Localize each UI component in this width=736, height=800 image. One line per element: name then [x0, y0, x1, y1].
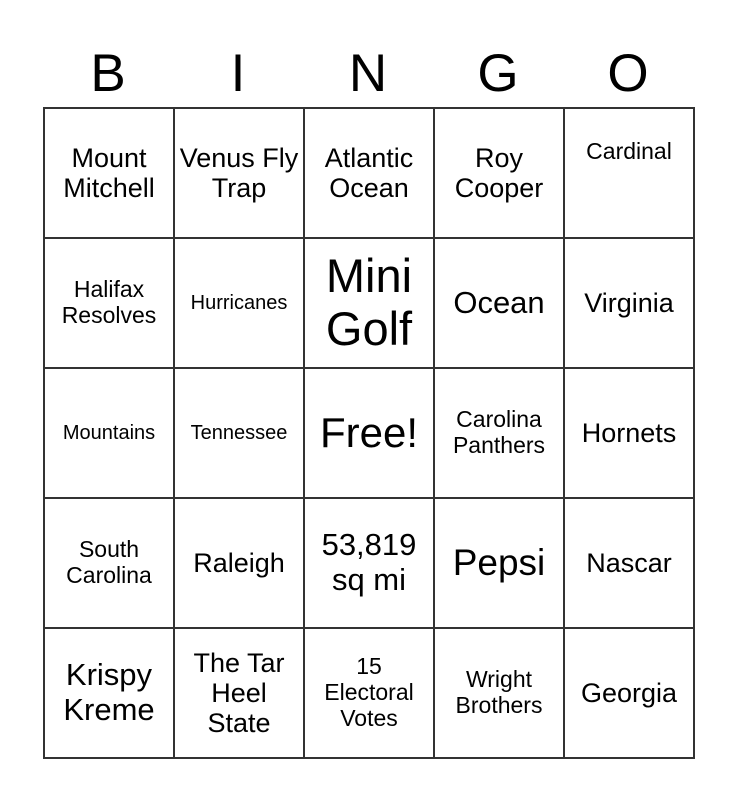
- bingo-cell[interactable]: Raleigh: [174, 498, 304, 628]
- bingo-cell[interactable]: Georgia: [564, 628, 694, 758]
- bingo-cell[interactable]: Mount Mitchell: [44, 108, 174, 238]
- bingo-cell[interactable]: Hurricanes: [174, 238, 304, 368]
- bingo-grid: [43, 107, 695, 759]
- header-letter-o: O: [607, 44, 649, 103]
- bingo-cell[interactable]: Mini Golf: [304, 238, 434, 368]
- bingo-cell[interactable]: Nascar: [564, 498, 694, 628]
- bingo-cell[interactable]: Virginia: [564, 238, 694, 368]
- bingo-cell[interactable]: Venus Fly Trap: [174, 108, 304, 238]
- bingo-cell[interactable]: Mountains: [44, 368, 174, 498]
- grid-row-5: [44, 628, 694, 758]
- bingo-cell[interactable]: Tennessee: [174, 368, 304, 498]
- header-letter-b: B: [90, 44, 126, 103]
- bingo-cell[interactable]: Cardinal: [564, 108, 694, 238]
- header-letter-i: I: [230, 44, 246, 103]
- bingo-cell[interactable]: Pepsi: [434, 498, 564, 628]
- bingo-cell[interactable]: 53,819 sq mi: [304, 498, 434, 628]
- bingo-cell[interactable]: Hornets: [564, 368, 694, 498]
- bingo-cell[interactable]: Roy Cooper: [434, 108, 564, 238]
- bingo-cell[interactable]: Atlantic Ocean: [304, 108, 434, 238]
- bingo-cell[interactable]: Wright Brothers: [434, 628, 564, 758]
- header-letter-g: G: [477, 44, 519, 103]
- bingo-cell[interactable]: Krispy Kreme: [44, 628, 174, 758]
- bingo-cell[interactable]: Ocean: [434, 238, 564, 368]
- bingo-cell[interactable]: Halifax Resolves: [44, 238, 174, 368]
- bingo-header: [43, 44, 693, 104]
- bingo-cell[interactable]: The Tar Heel State: [174, 628, 304, 758]
- grid-row-3: [44, 368, 694, 498]
- grid-row-2: [44, 238, 694, 368]
- grid-row-4: [44, 498, 694, 628]
- grid-row-1: [44, 108, 694, 238]
- header-letter-n: N: [348, 44, 388, 103]
- free-space-cell[interactable]: Free!: [304, 368, 434, 498]
- bingo-cell[interactable]: Carolina Panthers: [434, 368, 564, 498]
- bingo-cell[interactable]: 15 Electoral Votes: [304, 628, 434, 758]
- bingo-cell[interactable]: South Carolina: [44, 498, 174, 628]
